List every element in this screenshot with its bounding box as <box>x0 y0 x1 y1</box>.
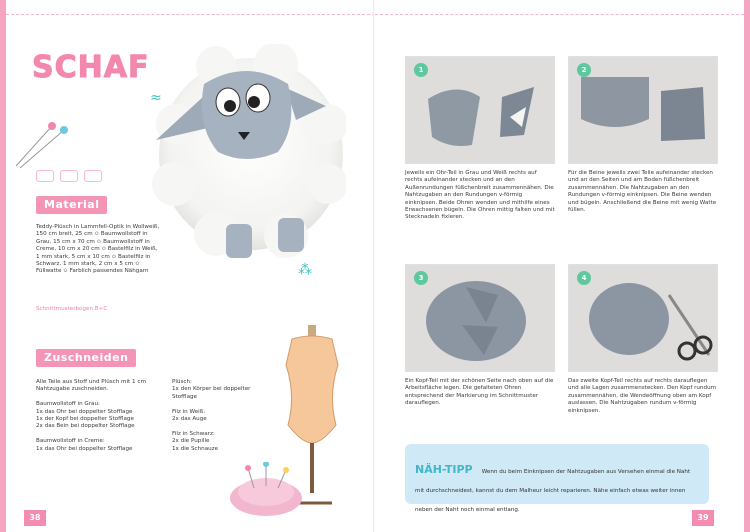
cutting-list-column-1: Alle Teile aus Stoff und Plüsch mit 1 cm Nahtzugabe zuschneiden. Baumwollstoff in Grau: 1x das Ohr bei doppelter Stofflage 1x der Kopf bei doppelter Stofflage 2x das Bein bei doppelter Stofflage Baumwollstoff in Creme: 1x das Ohr bei doppelter Stofflage <box>36 379 146 452</box>
step-number-badge: 4 <box>577 271 591 285</box>
step-2-photo <box>568 56 718 164</box>
step-number-badge: 2 <box>577 63 591 77</box>
step-3-photo <box>405 264 555 372</box>
sheep-plush-image <box>146 44 346 274</box>
tip-title: NÄH-TIPP <box>415 463 473 476</box>
step-4-photo <box>568 264 718 372</box>
tip-text: Wenn du beim Einknipsen der Nahtzugaben aus Versehen einmal die Naht mit durchschneidest, kannst du dem Malheur leicht reparieren. Nähe einfach etwas weiter innen neben der Naht noch einmal entlang. <box>415 469 691 513</box>
step-2-text: Für die Beine jeweils zwei Teile aufeinander stecken und an den Seiten und am Boden füßchenbreit zusammennähen. Die Nahtzugaben an den Rundungen v-förmig einknipsen. Die Beine wenden und bügeln. Anschließend die Beine mit wenig Watte füllen. <box>568 170 717 214</box>
pink-edge-bar <box>0 0 6 532</box>
cutting-heading: Zuschneiden <box>36 349 136 367</box>
pink-edge-bar <box>744 0 750 532</box>
page-title: SCHAF <box>32 50 150 85</box>
step-1-photo <box>405 56 555 164</box>
difficulty-icons <box>36 170 102 182</box>
step-3-text: Ein Kopf-Teil mit der schönen Seite nach oben auf die Arbeitsfläche legen. Die gefalteten Ohren entsprechend der Markierung im Schnittmuster darauflegen. <box>405 378 554 407</box>
pins-icon <box>12 116 72 170</box>
step-number-badge: 3 <box>414 271 428 285</box>
step-1-text: Jeweils ein Ohr-Teil in Grau und Weiß rechts auf rechts aufeinander stecken und an den Außenrundungen füßchenbreit zusammennähen. Die Nahtzugaben an den Rundungen v-förmig einknipsen. Beide Ohren wenden und mithilfe eines Erwachsenen bügeln. Die Ohren mittig falten und mit Stecknadeln fixieren. <box>405 170 555 221</box>
page-number: 38 <box>24 510 46 526</box>
right-page <box>375 0 750 532</box>
sewing-machine-icon <box>36 170 54 182</box>
material-heading: Material <box>36 196 107 214</box>
sparkle-icon: ≈ <box>150 90 162 106</box>
material-list: Teddy-Plüsch in Lammfell-Optik in Wollweiß, 150 cm breit, 25 cm ✩ Baumwollstoff in Grau, 15 cm x 70 cm ✩ Baumwollstoff in Creme, 10 cm x 20 cm ✩ Bastelfilz in Weiß, 1 mm stark, 5 cm x 10 cm ✩ Bastelfilz in Schwarz, 1 mm stark, 2 cm x 5 cm ✩ Füllwatte ✩ Farblich passendes Nähgarn <box>36 224 160 275</box>
sewing-machine-icon <box>60 170 78 182</box>
top-dashed-line <box>6 14 375 15</box>
page-number: 39 <box>692 510 714 526</box>
pattern-sheet-reference: Schnittmusterbogen B+C <box>36 306 108 312</box>
step-4-text: Das zweite Kopf-Teil rechts auf rechts darauflegen und alle Lagen zusammenstecken. Den Kopf rundum zusammennähen, die Wendeöffnung oben am Kopf auslassen. Die Nahtzugaben rundum v-förmig einknipsen. <box>568 378 717 414</box>
step-number-badge: 1 <box>414 63 428 77</box>
sewing-machine-icon <box>84 170 102 182</box>
sewing-tip-box <box>405 444 709 513</box>
pincushion-image <box>226 462 306 518</box>
top-dashed-line <box>375 14 744 15</box>
cutting-list-column-2: Plüsch: 1x den Körper bei doppelter Stofflage Filz in Weiß: 2x das Auge Filz in Schwarz: 2x die Pupille 1x die Schnauze <box>172 379 251 452</box>
sparkle-icon: ⁂ <box>298 262 312 278</box>
